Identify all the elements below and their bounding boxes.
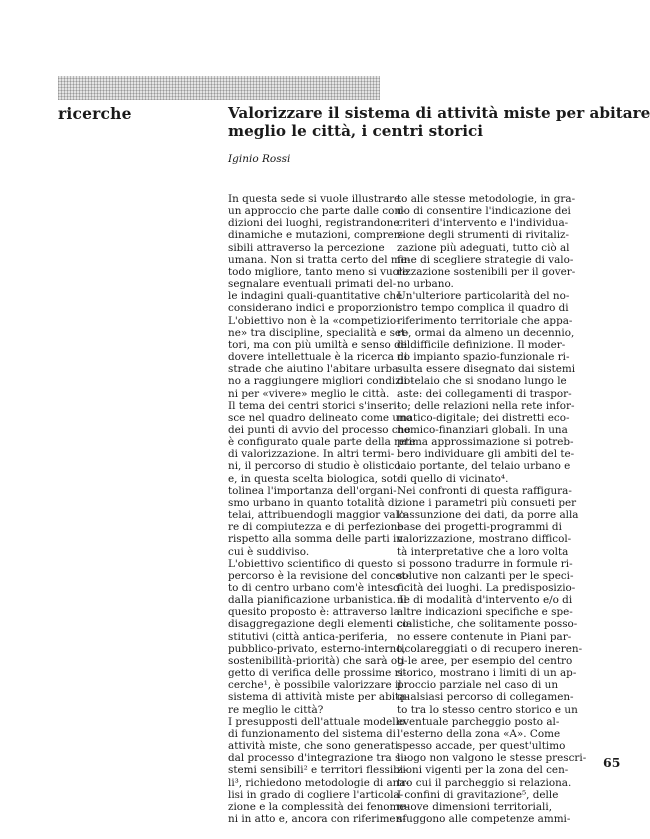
body-text-line: bero individuare gli ambiti del te-: [397, 448, 575, 461]
body-text-line: base dei progetti-programmi di: [397, 521, 562, 534]
body-text-line: todo migliore, tanto meno si vuole: [228, 265, 409, 278]
body-text-line: dei punti di avvio del processo che: [228, 423, 411, 436]
title-line: Valorizzare il sistema di attività miste per abitare: [228, 104, 650, 122]
body-text-line: si possono tradurre in formule ri-: [397, 557, 573, 570]
body-column-right: [397, 193, 587, 825]
body-text-line: l'esterno della zona «A». Come: [397, 727, 561, 740]
body-text-line: percorso è la revisione del concet-: [228, 569, 410, 582]
body-text-line: tro cui il parcheggio si relaziona.: [397, 776, 572, 789]
body-text-line: è configurato quale parte della rete: [228, 436, 416, 449]
body-text-line: ni in atto e, ancora con riferimen-: [228, 812, 406, 825]
body-text-line: altre indicazioni specifiche e spe-: [397, 606, 573, 619]
body-text-line: fine di scegliere strategie di valo-: [397, 253, 574, 266]
body-text-line: to tra lo stesso centro storico e un: [397, 703, 578, 716]
body-text-line: di difficile definizione. Il moder-: [397, 338, 566, 351]
body-text-line: zioni vigenti per la zona del cen-: [397, 764, 569, 777]
body-text-line: re meglio le città?: [228, 703, 324, 716]
body-text-line: ti le aree, per esempio del centro: [397, 654, 573, 667]
body-text-line: no impianto spazio-funzionale ri-: [397, 351, 570, 364]
body-text-line: I confini di gravitazione⁵, delle: [397, 788, 559, 801]
body-text-line: I presupposti dell'attuale modello: [228, 715, 406, 728]
body-text-line: li³, richiedono metodologie di ana-: [228, 776, 410, 789]
body-text-line: strade che aiutino l'abitare urba-: [228, 363, 402, 376]
body-text-line: di valorizzazione. In altri termi-: [228, 448, 395, 461]
body-text-line: re, ormai da almeno un decennio,: [397, 326, 575, 339]
body-text-line: L'obiettivo scientifico di questo: [228, 557, 393, 570]
body-text-line: proccio parziale nel caso di un: [397, 679, 559, 692]
body-text-line: zione i parametri più consueti per: [397, 496, 577, 509]
body-text-line: laio portante, del telaio urbano e: [397, 460, 571, 473]
body-text-line: disaggregazione degli elementi co-: [228, 618, 413, 631]
body-text-line: zazione più adeguati, tutto ciò al: [397, 241, 570, 254]
body-text-line: considerano indici e proporzioni.: [228, 302, 402, 315]
body-text-line: do di consentire l'indicazione dei: [397, 205, 571, 218]
body-text-line: stemi sensibili² e territori flessibi-: [228, 764, 407, 777]
body-text-line: prima approssimazione si potreb-: [397, 436, 574, 449]
body-text-line: ne» tra discipline, specialità e set-: [228, 326, 409, 339]
body-text-line: telai, attribuendogli maggior valo-: [228, 509, 409, 522]
body-text-line: stro tempo complica il quadro di: [397, 302, 569, 315]
body-text-line: getto di verifica delle prossime ri-: [228, 667, 407, 680]
body-text-line: di funzionamento del sistema di: [228, 727, 396, 740]
body-text-line: re di compiutezza e di perfezione: [228, 521, 404, 534]
body-text-line: cerche¹, è possibile valorizzare il: [228, 679, 402, 692]
body-text-line: to alle stesse metodologie, in gra-: [397, 193, 576, 205]
body-text-line: tolinea l'importanza dell'organi-: [228, 484, 397, 497]
body-text-line: spesso accade, per quest'ultimo: [397, 740, 566, 753]
body-text-line: sistema di attività miste per abita-: [228, 691, 409, 704]
section-header-band: [58, 76, 380, 100]
body-text-line: Nei confronti di questa raffigura-: [397, 484, 572, 497]
body-text-line: pubblico-privato, esterno-interno,: [228, 642, 406, 655]
body-text-line: l'assunzione dei dati, da porre alla: [397, 509, 579, 522]
page-number: 65: [603, 755, 621, 770]
body-column-left: [228, 193, 416, 825]
body-text-line: ficità dei luoghi. La predisposizio-: [397, 582, 576, 594]
body-text-line: sulta essere disegnato dai sistemi: [397, 363, 576, 376]
body-text-line: rispetto alla somma delle parti in: [228, 533, 403, 546]
body-text-line: sibili attraverso la percezione: [228, 241, 385, 254]
body-text-line: lisi in grado di cogliere l'articola-: [228, 788, 404, 801]
body-text-line: L'obiettivo non è la «competizio-: [228, 314, 400, 327]
body-text-line: tà interpretative che a loro volta: [397, 545, 569, 558]
body-text-line: solutive non calzanti per le speci-: [397, 569, 574, 582]
body-text-line: quesito proposto è: attraverso la: [228, 606, 400, 619]
body-text-line: cui è suddiviso.: [228, 545, 310, 558]
body-text-line: un approccio che parte dalle con-: [228, 205, 405, 218]
body-text-line: no essere contenute in Piani par-: [397, 630, 572, 643]
body-text-line: dal processo d'integrazione tra si-: [228, 752, 408, 765]
body-text-line: dovere intellettuale è la ricerca di: [228, 351, 408, 364]
body-text-line: eventuale parcheggio posto al-: [397, 715, 560, 728]
body-text-line: zione degli strumenti di rivitaliz-: [397, 229, 570, 242]
body-text-line: to; delle relazioni nella rete infor-: [397, 399, 575, 412]
body-text-line: sfuggono alle competenze ammi-: [397, 812, 571, 825]
body-text-line: rizzazione sostenibili per il gover-: [397, 265, 576, 278]
body-text-line: di telaio che si snodano lungo le: [397, 375, 567, 388]
body-text-line: luogo non valgono le stesse prescri-: [397, 752, 587, 765]
body-text-line: riferimento territoriale che appa-: [397, 314, 573, 327]
body-text-line: aste: dei collegamenti di traspor-: [397, 387, 572, 400]
body-text-line: smo urbano in quanto totalità di: [228, 496, 398, 509]
article-title: [228, 104, 650, 140]
body-text-line: dizioni dei luoghi, registrandone: [228, 217, 400, 230]
body-text-line: matico-digitale; dei distretti eco-: [397, 411, 570, 424]
body-text-line: attività miste, che sono generati: [228, 740, 399, 753]
body-text-line: nomico-finanziari globali. In una: [397, 423, 568, 436]
body-text-line: segnalare eventuali primati del-: [228, 278, 397, 291]
body-text-line: stitutivi (città antica-periferia,: [228, 630, 388, 643]
body-text-line: ni per «vivere» meglio le città.: [228, 387, 390, 400]
body-text-line: ticolareggiati o di recupero ineren-: [397, 642, 583, 655]
body-text-line: le indagini quali-quantitative che: [228, 290, 403, 303]
body-text-line: cialistiche, che solitamente posso-: [397, 618, 578, 631]
body-text-line: no urbano.: [397, 278, 454, 291]
body-text-line: di quello di vicinato⁴.: [397, 472, 509, 485]
body-text-line: tori, ma con più umiltà e senso del: [228, 338, 411, 351]
body-text-line: to di centro urbano com'è inteso: [228, 582, 400, 594]
body-text-line: ni, il percorso di studio è olistico: [228, 460, 401, 473]
body-text-line: dalla pianificazione urbanistica. Il: [228, 594, 407, 607]
body-text-line: dinamiche e mutazioni, compren-: [228, 229, 404, 242]
author-name: Iginio Rossi: [228, 153, 291, 165]
section-label: ricerche: [58, 104, 132, 123]
body-text-line: qualsiasi percorso di collegamen-: [397, 691, 574, 704]
body-text-line: no a raggiungere migliori condizio-: [228, 375, 414, 388]
body-text-line: Il tema dei centri storici s'inseri-: [228, 399, 401, 412]
body-text-line: criteri d'intervento e l'individua-: [397, 217, 569, 230]
body-text-line: e, in questa scelta biologica, sot-: [228, 472, 401, 485]
body-text-line: zione e la complessità dei fenome-: [228, 800, 410, 813]
body-text-line: ne di modalità d'intervento e/o di: [397, 594, 573, 607]
body-text-line: sce nel quadro delineato come uno: [228, 411, 413, 424]
body-text-line: valorizzazione, mostrano difficol-: [397, 533, 572, 546]
body-text-line: umana. Non si tratta certo del me-: [228, 253, 411, 266]
body-text-line: nuove dimensioni territoriali,: [397, 800, 552, 813]
title-line: meglio le città, i centri storici: [228, 122, 484, 140]
body-text-line: storico, mostrano i limiti di un ap-: [397, 667, 577, 680]
body-text-line: In questa sede si vuole illustrare: [228, 193, 401, 205]
body-text-line: Un'ulteriore particolarità del no-: [397, 290, 570, 303]
body-text-line: sostenibilità-priorità) che sarà og-: [228, 654, 408, 667]
